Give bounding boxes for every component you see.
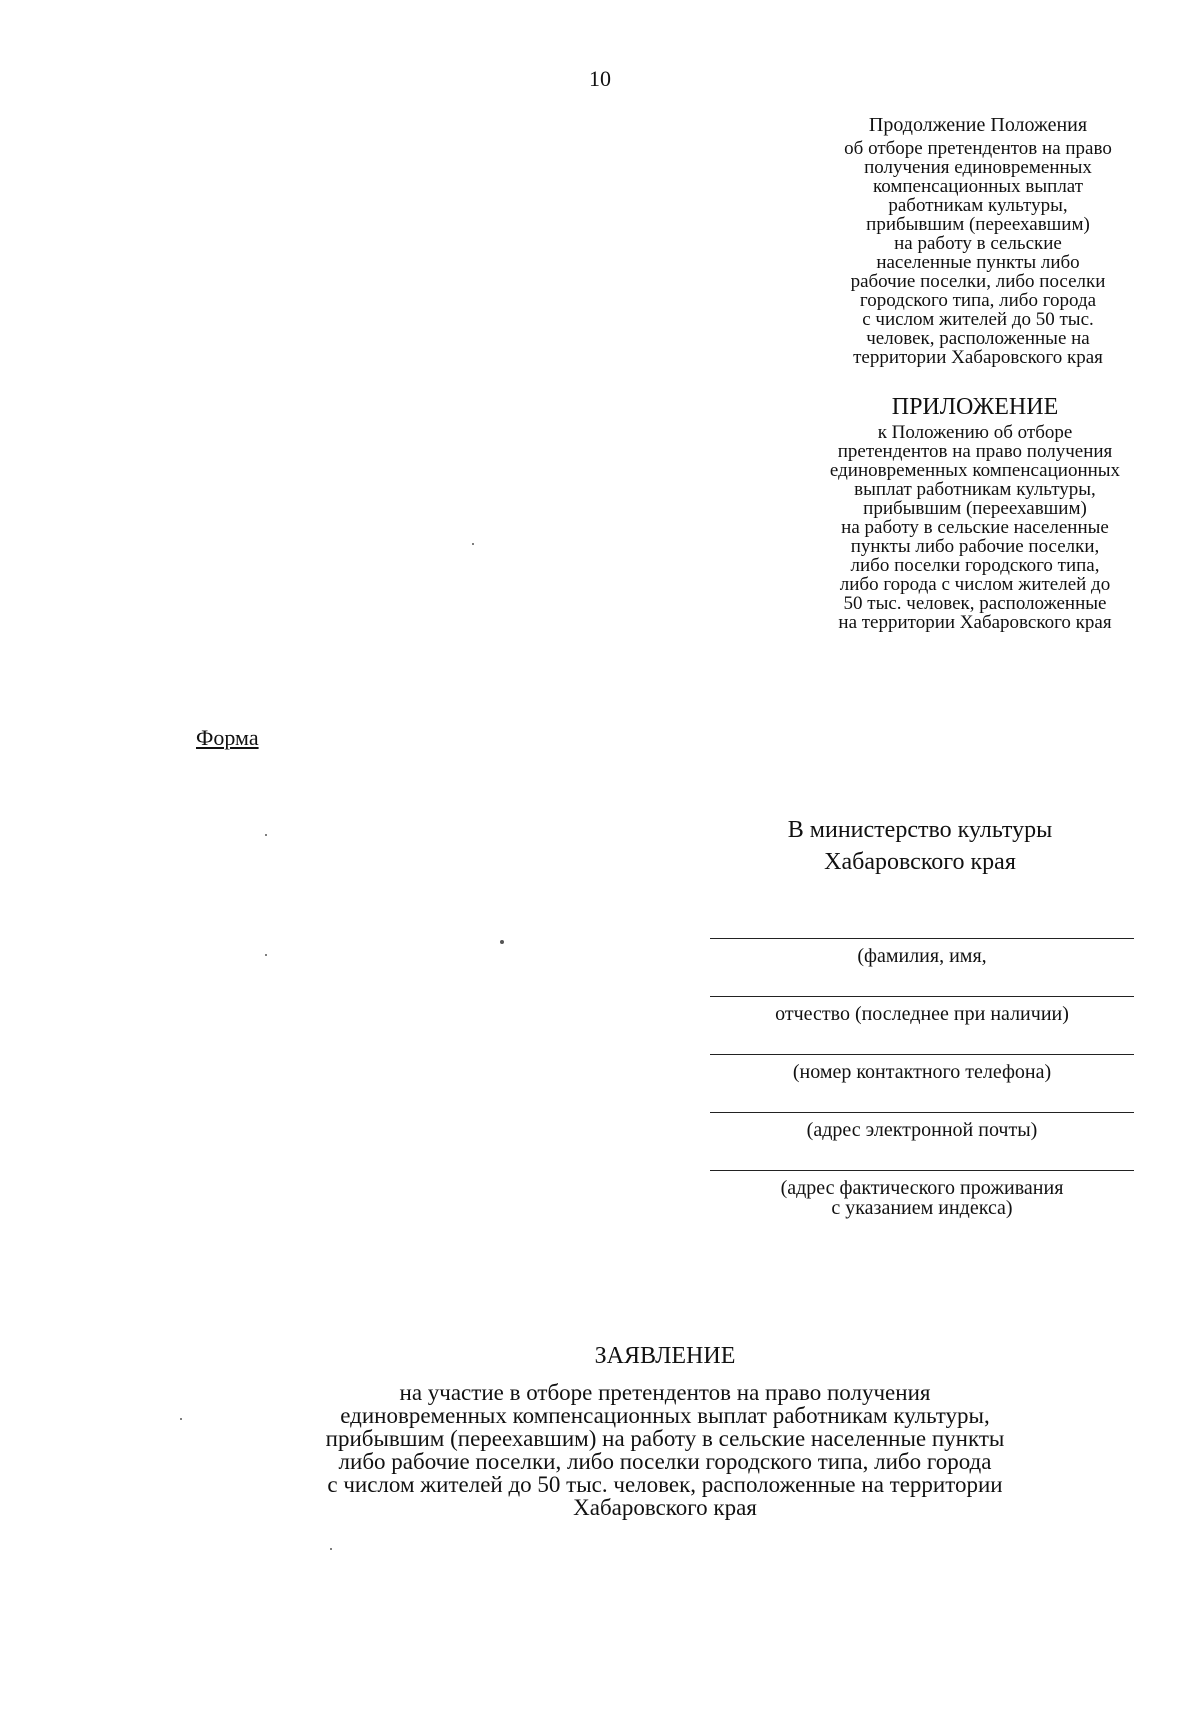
email-field[interactable]	[710, 1112, 1134, 1140]
name-field-caption: (фамилия, имя,	[857, 945, 987, 967]
scan-speck	[472, 543, 474, 545]
scan-speck	[180, 1418, 182, 1420]
phone-field[interactable]	[710, 1054, 1134, 1082]
scan-speck	[265, 834, 267, 836]
scan-speck	[500, 940, 504, 944]
address-field[interactable]	[710, 1170, 1134, 1218]
address-field-line	[710, 1170, 1134, 1171]
phone-field-line	[710, 1054, 1134, 1055]
scan-speck	[330, 1548, 332, 1550]
email-field-caption: (адрес электронной почты)	[806, 1119, 1038, 1141]
name-field[interactable]	[710, 938, 1134, 966]
email-field-line	[710, 1112, 1134, 1113]
page-number: 10	[589, 66, 611, 91]
form-label: Форма	[196, 725, 259, 750]
phone-field-caption: (номер контактного телефона)	[792, 1061, 1052, 1083]
continuation-body: об отборе претендентов на право получения единовременных компенсационных выплат работникам культуры, прибывшим (переехавшим) на работу в сельские населенные пункты либо рабочие поселки, либо поселки городского типа, либо города с числом жителей до 50 тыс. человек, расположенные на территории Хабаровского края	[844, 138, 1112, 368]
address-field-caption: (адрес фактического проживания с указанием индекса)	[780, 1177, 1064, 1219]
addressee: В министерство культуры Хабаровского края	[787, 817, 1053, 875]
scan-speck	[265, 954, 267, 956]
continuation-title: Продолжение Положения	[868, 114, 1088, 136]
appendix-header	[735, 393, 1200, 632]
statement-body: на участие в отборе претендентов на право получения единовременных компенсационных выплат работникам культуры, прибывшим (переехавшим) на работу в сельские населенные пункты либо рабочие поселки, либо поселки городского типа, либо города с числом жителей до 50 тыс. человек, расположенные на территории Хабаровского края	[325, 1380, 1005, 1520]
appendix-title: ПРИЛОЖЕНИЕ	[891, 394, 1059, 420]
patronymic-field-line	[710, 996, 1134, 997]
appendix-body: к Положению об отборе претендентов на право получения единовременных компенсационных выплат работникам культуры, прибывшим (переехавшим) на работу в сельские населенные пункты либо рабочие поселки, либо поселки городского типа, либо города с числом жителей до 50 тыс. человек, расположенные на территории Хабаровского края	[829, 422, 1121, 633]
continuation-header	[768, 113, 1188, 367]
patronymic-field-caption: отчество (последнее при наличии)	[775, 1003, 1069, 1025]
statement-title: ЗАЯВЛЕНИЕ	[594, 1343, 736, 1369]
patronymic-field[interactable]	[710, 996, 1134, 1024]
name-field-line	[710, 938, 1134, 939]
